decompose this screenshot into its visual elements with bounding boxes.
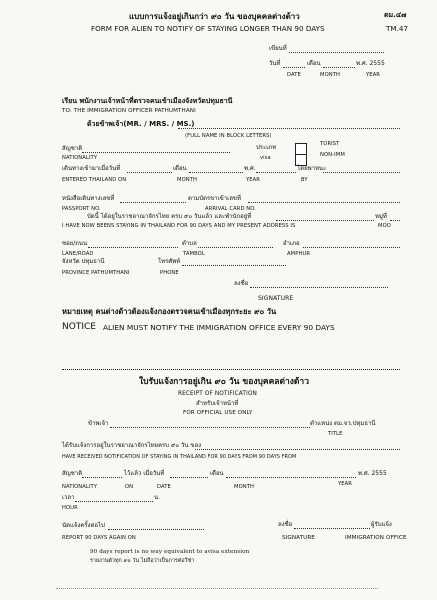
moo-label: หมู่ที่ [375,213,387,220]
nationality-label: สัญชาติ [62,145,83,152]
receipt-date-english: DATE [157,484,171,490]
form-title-english: FORM FOR ALIEN TO NOTIFY OF STAYING LONGER THAN 90 DAYS [91,24,325,33]
lane-road-field[interactable] [88,247,178,248]
phone-label: โทรศัพท์ [158,258,181,265]
vehicle-field[interactable] [323,172,400,173]
notice-label: NOTICE [62,322,96,332]
full-name-hint: (FULL NAME IN BLOCK LETTERS) [185,133,272,139]
applicant-signature-english: SIGNATURE [258,295,294,302]
arrival-card-field[interactable] [248,202,400,203]
non-imm-option: NON-IMM [320,152,345,158]
immigration-office-english: IMMIGRATION OFFICE [345,535,407,541]
entered-month-label: เดือน [173,165,187,172]
header-month-english: MONTH [320,72,341,78]
page-bottom-line [56,588,378,589]
officer-name-field[interactable] [110,427,310,428]
receipt-nationality-field[interactable] [82,477,122,478]
receipt-month-english: MONTH [234,484,255,490]
header-date-label: วันที่ [269,60,281,67]
nationality-field[interactable] [82,152,230,153]
passport-english: PASSPORT NO. [62,206,101,212]
form-code-english: TM.47 [386,24,409,33]
tambol-label: ตำบล [182,240,197,247]
moo-english: MOO [378,223,391,229]
next-report-field[interactable] [108,529,204,530]
entered-year-english: YEAR [246,177,260,183]
amphur-label: อำเภอ [283,240,300,247]
province-label: จังหวัด ปทุมธานี [62,258,105,265]
officer-position [310,421,375,427]
entered-year-field[interactable] [256,172,296,173]
entered-year-label: พ.ศ. [244,165,256,172]
moo-field[interactable] [390,220,400,221]
officer-position-value: ตม.จว.ปทุมธานี [334,420,376,427]
visa-english: visa [260,155,271,161]
official-use-thai: สำหรับเจ้าหน้าที่ [196,400,239,407]
receipt-nationality-label: สัญชาติ [62,470,83,477]
entered-label: เดินทางเข้ามาเมื่อวันที่ [62,165,121,172]
written-at-field[interactable] [289,52,384,53]
vehicle-label: โดยพาหนะ [297,165,327,172]
amphur-field[interactable] [303,247,400,248]
header-date-english: DATE [287,72,301,78]
receiver-signature-english: SIGNATURE [282,535,315,541]
officer-label: ข้าพเจ้า [88,420,109,427]
time-field[interactable] [75,501,153,502]
entered-month-field[interactable] [189,172,243,173]
time-label: เวลา [62,494,75,501]
notice-thai: หมายเหตุ คนต่างด้าวต้องแจ้งกองตรวจคนเข้าเมืองทุกระยะ ๙๐ วัน [62,307,277,316]
next-report-english: REPORT 90 DAYS AGAIN ON [62,535,136,541]
visa-type-label: ประเภท [256,144,277,151]
applicant-signed-label: ลงชื่อ [234,280,249,287]
receipt-on-english: ON [125,484,134,490]
header-month-field[interactable] [323,67,355,68]
form-title-thai: แบบการแจ้งอยู่เกินกว่า ๙๐ วัน ของบุคคลต่างด้าว [129,12,300,21]
phone-english: PHONE [160,270,179,276]
passport-label: หนังสือเดินทางเลขที่ [62,195,115,202]
phone-field[interactable] [182,265,286,266]
receipt-month-label: เดือน [210,470,224,477]
receipt-title-english: RECEIPT OF NOTIFICATION [178,391,257,397]
received-from-field[interactable] [195,449,400,450]
header-year-value: พ.ศ. 2555 [356,60,385,67]
receipt-nationality-english: NATIONALITY [62,484,98,490]
stay-statement-english: I HAVE NOW BEENS STAYING IN THAILAND FOR 90 DAYS AND MY PRESENT ADDRESS IS [62,223,296,229]
passport-field[interactable] [120,202,186,203]
entered-english: ENTERED THAILAND ON [62,177,127,183]
nationality-english: NATIONALITY [62,155,98,161]
receiver-signed-label: ลงชื่อ [278,521,293,528]
next-report-label: นัดแจ้งครั้งต่อไป [62,522,105,529]
officer-title-english: TITLE [328,431,343,437]
hour-english: HOUR [62,505,78,511]
written-at-label: เขียนที่ [269,45,287,52]
arrival-card-label: ตามบัตรขาเข้าเลขที่ [188,195,241,202]
addressee-thai: เรียน พนักงานเจ้าหน้าที่ตรวจคนเข้าเมืองจังหวัดปทุมธานี [62,97,233,105]
header-year-english: YEAR [366,72,380,78]
address-field[interactable] [276,220,374,221]
received-thai: ได้รับแจ้งการอยู่ในราชอาณาจักรไทยครบ ๙๐ วัน ของ [62,442,201,449]
receipt-since-label: ไว้แล้ว เมื่อวันที่ [124,470,165,477]
time-unit: น. [154,494,161,501]
footnote-english: 90 days report is no way equivalent to avisa extension [90,549,250,555]
lane-road-label: ซอย/ถนน [62,240,88,247]
receipt-title-thai: ใบรับแจ้งการอยู่เกิน ๙๐ วัน ของบุคคลต่างด้าว [139,377,309,387]
lane-road-english: LANE/ROAD [62,251,94,257]
official-use-english: FOR OFFICIAL USE ONLY [183,410,253,416]
header-date-field[interactable] [283,67,305,68]
form-code-thai: ตม.๔๗ [384,11,407,19]
officer-position-label: ตำแหน่ง [310,420,333,427]
received-english: HAVE RECEIVED NOTIFICATION OF STAYING IN THAILAND FOR 90 DAYS FROM 90 DAYS FROM [62,454,297,460]
receiver-label: ผู้รับแจ้ง [371,521,392,528]
footnote-thai: รายงานตัวทุก ๙๐ วัน ไม่ถือว่าเป็นการต่อวีซ่า [90,558,195,564]
receipt-date-field[interactable] [170,477,208,478]
tambol-english: TAMBOL [183,251,205,257]
receiver-signature-field[interactable] [294,528,370,529]
stay-statement-thai: บัดนี้ ได้อยู่ในราชอาณาจักรไทย ครบ ๙๐ วันแล้ว และพำนักอยู่ที่ [87,213,252,220]
receipt-year-value: พ.ศ. 2555 [358,470,387,477]
province-english: PROVINCE PATHUMTHANI [62,270,130,276]
receipt-month-field[interactable] [226,477,356,478]
section-divider [62,369,400,370]
applicant-name-label: ด้วยข้าพเจ้า(MR. / MRS. / MS.) [87,120,195,128]
addressee-english: TO: THE IMMIGRATION OFFICER PATHUMTHANI [62,108,196,114]
tourist-option: TORIST [320,141,340,147]
applicant-signature-field[interactable] [250,287,388,288]
header-month-label: เดือน [307,60,321,67]
vehicle-english: BY [301,177,308,183]
applicant-name-field[interactable] [178,128,400,129]
amphur-english: AMPHUR [287,251,311,257]
entered-month-english: MONTH [177,177,198,183]
entered-date-field[interactable] [127,172,172,173]
receipt-year-english: YEAR [338,481,352,487]
notice-english: ALIEN MUST NOTIFY THE IMMIGRATION OFFICE EVERY 90 DAYS [103,323,335,332]
tambol-field[interactable] [198,247,273,248]
arrival-card-english: ARRIVAL CARD NO. [205,206,257,212]
